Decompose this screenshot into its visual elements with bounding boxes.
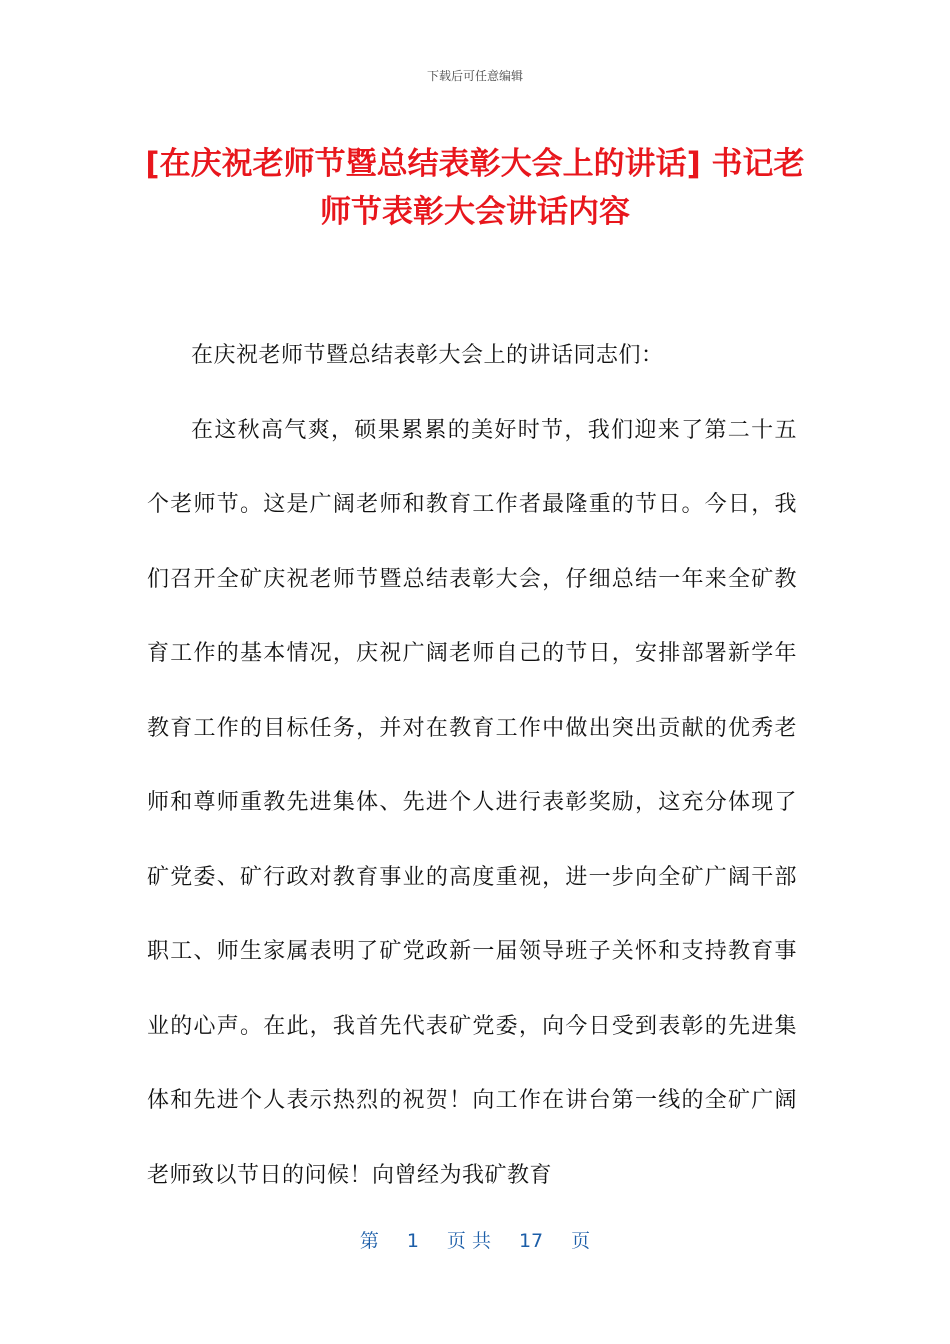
paragraph-main: 在这秋高气爽，硕果累累的美好时节，我们迎来了第二十五个老师节。这是广阔老师和教育工作者最隆重的节日。今日，我们召开全矿庆祝老师节暨总结表彰大会，仔细总结一年来全矿教育工作的基本情况，庆祝广阔老师自己的节日，安排部署新学年教育工作的目标任务，并对在教育工作中做出突出贡献的优秀老师和尊师重教先进集体、先进个人进行表彰奖励，这充分体现了矿党委、矿行政对教育事业的高度重视，进一步向全矿广阔干部职工、师生家属表明了矿党政新一届领导班子关怀和支持教育事业的心声。在此，我首先代表矿党委，向今日受到表彰的先进集体和先进个人表示热烈的祝贺！向工作在讲台第一线的全矿广阔老师致以节日的问候！向曾经为我矿教育: [147, 417, 797, 1188]
document-body: [147, 319, 797, 1213]
header-note: 下载后可任意编辑: [426, 69, 523, 83]
page-footer: [0, 1226, 950, 1253]
document-title: [在庆祝老师节暨总结表彰大会上的讲话] 书记老师节表彰大会讲话内容: [145, 146, 805, 230]
footer-suffix: 页: [571, 1230, 591, 1252]
footer-page-number: 1: [406, 1230, 419, 1252]
paragraph-salutation: 在庆祝老师节暨总结表彰大会上的讲话同志们：: [191, 343, 664, 368]
footer-total-pages: 17: [518, 1230, 544, 1252]
footer-middle: 页 共: [446, 1230, 491, 1252]
footer-prefix: 第: [359, 1230, 379, 1252]
